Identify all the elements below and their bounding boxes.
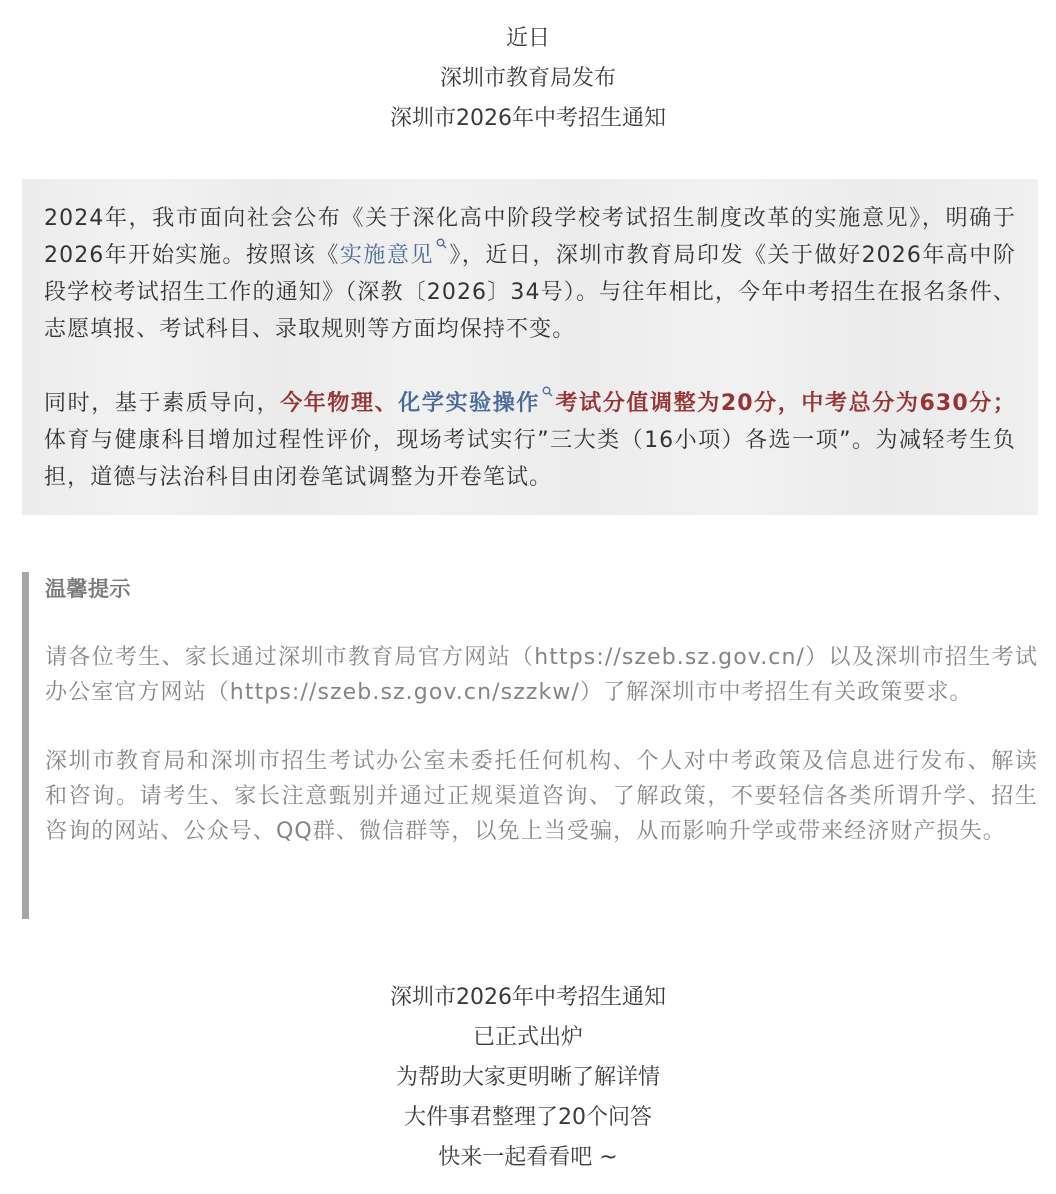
highlight-text: 考试分值调整为20分，中考总分为630分；: [555, 391, 1016, 416]
tip-paragraph-1: 请各位考生、家长通过深圳市教育局官方网站（https://szeb.sz.gov.cn/）以及深圳市招生考试办公室官方网站（https://szeb.sz.gov.cn/szzkw/）了解深圳市中考招生有关政策要求。: [45, 645, 1038, 705]
outro-line: 大件事君整理了20个问答: [404, 1105, 652, 1130]
notice-text: 体育与健康科目增加过程性评价，现场考试实行”三大类（16小项）各选一项”。为减轻考生负担，道德与法治科目由闭卷笔试调整为开卷笔试。: [44, 428, 1016, 490]
highlight-text: 今年物理、: [280, 391, 399, 416]
warm-tip-blockquote: [22, 572, 1038, 919]
notice-text: 2024年，我市面向社会公布《关于深化高中阶段学校考试招生制度改革的实施意见》，明确于2026年开始实施。按照该《: [44, 206, 1016, 268]
notice-box: [22, 179, 1038, 515]
outro-line: 快来一起看看吧 ~: [438, 1145, 618, 1170]
outro-line: 已正式出炉: [472, 1025, 583, 1050]
notice-paragraph-1: [44, 200, 1016, 348]
intro-line: 深圳市2026年中考招生通知: [390, 106, 666, 131]
implementation-opinion-link[interactable]: 实施意见: [339, 243, 434, 268]
search-icon[interactable]: [542, 386, 553, 400]
outro-line: 为帮助大家更明晰了解详情: [395, 1065, 660, 1090]
tip-paragraph-2: 深圳市教育局和深圳市招生考试办公室未委托任何机构、个人对中考政策及信息进行发布、解读和咨询。请考生、家长注意甄别并通过正规渠道咨询、了解政策，不要轻信各类所谓升学、招生咨询的网站、公众号、QQ群、微信群等，以免上当受骗，从而影响升学或带来经济财产损失。: [45, 749, 1038, 844]
intro-heading: [0, 19, 1056, 139]
intro-line: 深圳市教育局发布: [439, 66, 616, 91]
notice-text: 》，近日，深圳市教育局印发《关于做好2026年高中阶段学校考试招生工作的通知》（深教〔2026〕34号）。与往年相比，今年中考招生在报名条件、志愿填报、考试科目、录取规则等方面均保持不变。: [44, 243, 1017, 342]
outro-line: 深圳市2026年中考招生通知: [390, 985, 666, 1010]
outro-heading: [0, 978, 1056, 1178]
intro-line: 近日: [505, 26, 550, 51]
chem-experiment-link[interactable]: 化学实验操作: [398, 391, 540, 416]
notice-text: 同时，基于素质导向，: [44, 391, 281, 416]
search-icon[interactable]: [436, 238, 447, 252]
tip-title: 温馨提示: [45, 577, 131, 601]
notice-paragraph-2: [44, 385, 1016, 496]
